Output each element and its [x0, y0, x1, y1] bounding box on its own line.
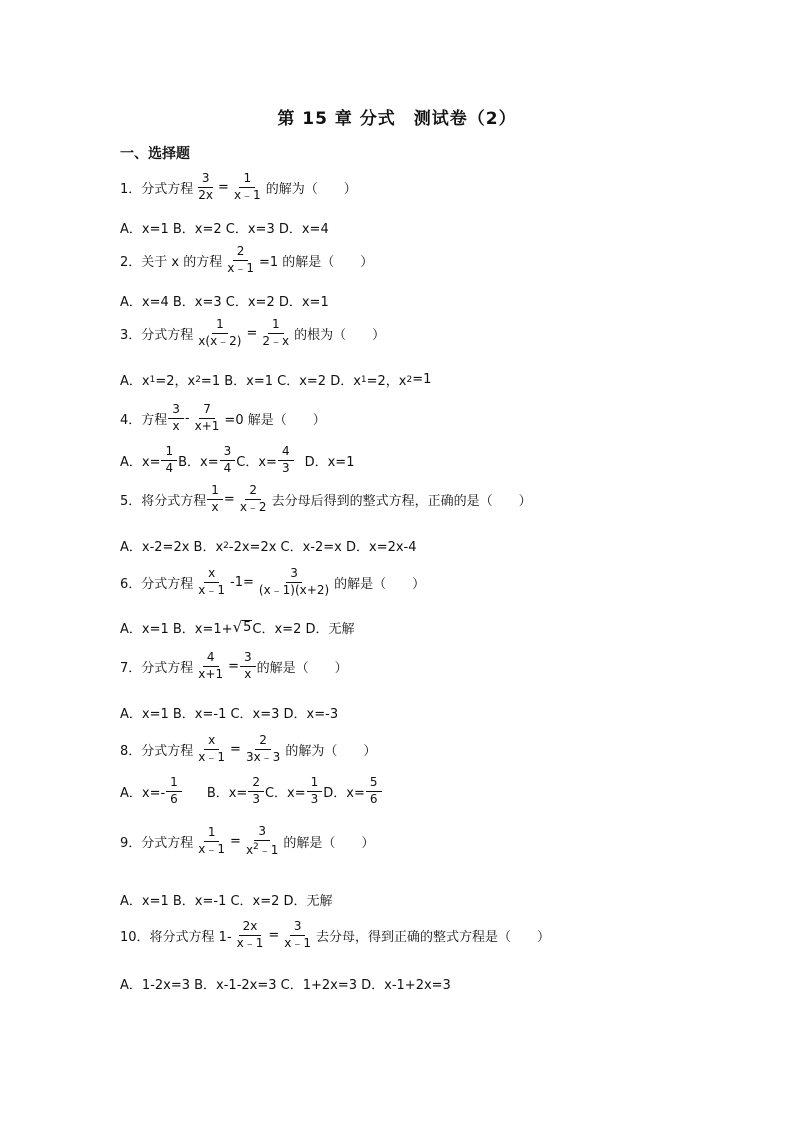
- question-8: 8．分式方程 $\frac{x}{x﹣1}$ = $\frac{2}{3x﹣3}$ 的解为（ ）: [120, 733, 377, 764]
- fraction: $\frac{1}{x﹣1}$: [198, 825, 226, 856]
- question-1-options: A．x=1 B．x=2 C．x=3 D．x=4: [120, 222, 329, 237]
- question-7-options: A．x=1 B．x=-1 C．x=3 D．x=-3: [120, 707, 339, 722]
- fraction: $\frac{1}{4}$: [161, 445, 177, 476]
- fraction: $\frac{2}{3}$: [248, 776, 264, 807]
- question-9: 9．分式方程 $\frac{1}{x﹣1}$ = $\frac{3}{x^2﹣1}$ 的解是（ ）: [120, 824, 375, 857]
- fraction: $\frac{3}{(x﹣1)(x+2)}$: [258, 566, 330, 597]
- fraction: $\frac{3}{x﹣1}$: [284, 919, 312, 950]
- fraction: $\frac{1}{3}$: [307, 776, 323, 807]
- question-4: 4．方程 $\frac{3}{x}$ - $\frac{7}{x+1}$ =0 解是（ ）: [120, 402, 326, 433]
- fraction: $\frac{3}{x}$: [168, 403, 184, 434]
- fraction: $\frac{2}{3x﹣3}$: [245, 733, 281, 764]
- fraction: $\frac{2x}{x﹣1}$: [236, 919, 264, 950]
- fraction: $\frac{x}{x﹣1}$: [198, 733, 226, 764]
- fraction: $\frac{4}{x+1}$: [198, 650, 224, 681]
- fraction: $\frac{1}{x(x﹣2)}$: [198, 317, 242, 348]
- question-2: 2．关于 x 的方程 $\frac{2}{x﹣1}$ =1 的解是（ ）: [120, 244, 374, 275]
- question-2-options: A．x=4 B．x=3 C．x=2 D．x=1: [120, 295, 329, 310]
- question-3: 3．分式方程 $\frac{1}{x(x﹣2)}$ = $\frac{1}{2﹣x}$ 的根为（ ）: [120, 317, 386, 348]
- fraction: $\frac{2}{x﹣2}$: [239, 483, 267, 514]
- fraction: $\frac{7}{x+1}$: [194, 402, 220, 433]
- question-1: 1．分式方程 $\frac{3}{2x}$ = $\frac{1}{x﹣1}$ 的解为（ ）: [120, 171, 357, 202]
- question-10: 10．将分式方程 1- $\frac{2x}{x﹣1}$ = $\frac{3}{x﹣1}$ 去分母，得到正确的整式方程是（ ）: [120, 919, 551, 950]
- question-7: 7．分式方程 $\frac{4}{x+1}$ = $\frac{3}{x}$ 的解是（ ）: [120, 650, 348, 681]
- question-6-options: A．x=1 B．x=1+ √ 5 C．x=2 D．无解: [120, 618, 355, 637]
- fraction: $\frac{2}{x﹣1}$: [227, 244, 254, 275]
- question-8-options: A．x=- $\frac{1}{6}$ B．x= $\frac{2}{3}$ C．x= $\frac{1}{3}$ D．x= $\frac{5}{6}$: [120, 776, 383, 807]
- fraction: $\frac{4}{3}$: [278, 445, 294, 476]
- fraction: $\frac{3}{x}$: [240, 651, 256, 682]
- question-4-options: A．x= $\frac{1}{4}$ B．x= $\frac{3}{4}$ C．x= $\frac{4}{3}$ D．x=1: [120, 444, 355, 475]
- question-5-options: A．x-2=2x B．x 2 -2x=2x C．x-2=x D．x=2x-4: [120, 540, 417, 555]
- question-9-options: A．x=1 B．x=-1 C．x=2 D．无解: [120, 894, 333, 909]
- fraction: $\frac{x}{x﹣1}$: [198, 566, 226, 597]
- square-root: √ 5: [232, 618, 252, 637]
- fraction: $\frac{1}{x﹣1}$: [233, 171, 261, 202]
- fraction: $\frac{1}{2﹣x}$: [262, 317, 290, 348]
- question-3-options: A．x 1 =2，x 2 =1 B．x=1 C．x=2 D．x 1 =2，x 2 =1: [120, 372, 432, 389]
- question-10-options: A．1-2x=3 B．x-1-2x=3 C．1+2x=3 D．x-1+2x=3: [120, 978, 451, 993]
- fraction: $\frac{5}{6}$: [366, 776, 382, 807]
- fraction: $\frac{1}{x}$: [207, 484, 223, 515]
- question-5: 5．将分式方程 $\frac{1}{x}$ = $\frac{2}{x﹣2}$ 去分母后得到的整式方程，正确的是（ ）: [120, 483, 532, 514]
- fraction: $\frac{3}{4}$: [220, 445, 236, 476]
- fraction: $\frac{3}{x^2﹣1}$: [245, 824, 279, 857]
- question-6: 6．分式方程 $\frac{x}{x﹣1}$ -1= $\frac{3}{(x﹣1)(x+2)}$ 的解是（ ）: [120, 566, 426, 597]
- page-title: 第 15 章 分式 测试卷（2）: [277, 109, 517, 129]
- section-heading: 一、选择题: [120, 146, 190, 162]
- fraction: $\frac{3}{2x}$: [198, 171, 214, 202]
- fraction: $\frac{1}{6}$: [166, 776, 182, 807]
